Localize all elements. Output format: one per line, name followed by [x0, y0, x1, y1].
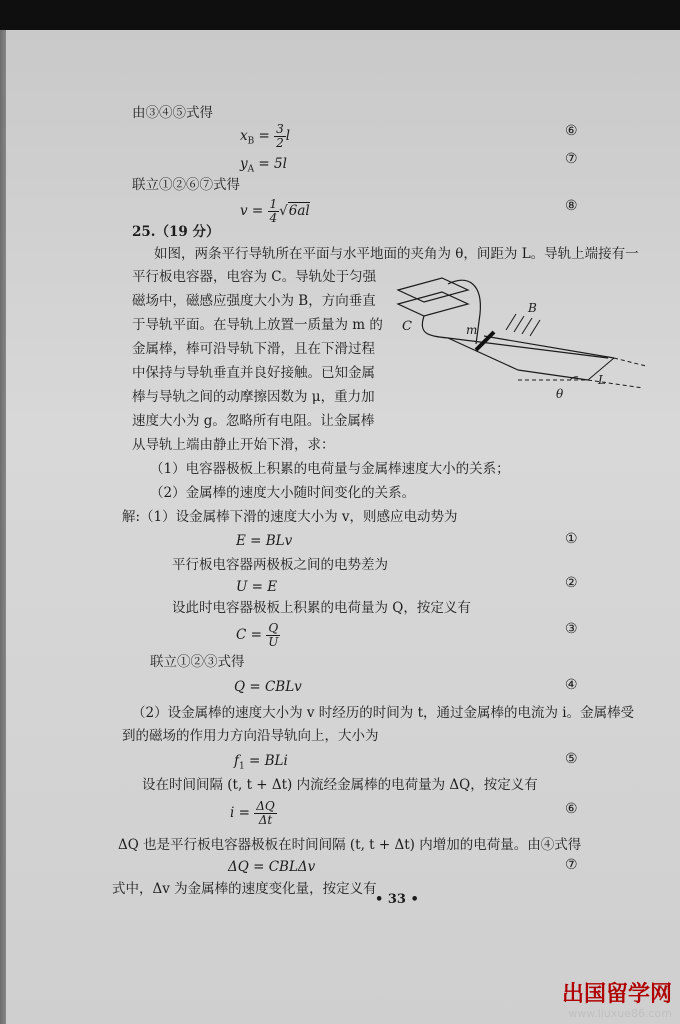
wire-bottom — [422, 316, 448, 338]
solution-line-3: 设此时电容器极板上积累的电荷量为 Q，按定义有 — [172, 600, 471, 616]
solution-line-4: 联立①②③式得 — [150, 654, 245, 670]
question-2: （2）金属棒的速度大小随时间变化的关系。 — [150, 485, 416, 501]
b-arrow-4 — [530, 320, 540, 336]
marker-6b: ⑥ — [565, 801, 578, 817]
page-paper — [6, 30, 680, 1024]
solution-line-6: 设在时间间隔 (t, t + Δt) 内流经金属棒的电荷量为 ΔQ，按定义有 — [142, 777, 538, 793]
label-c: C — [402, 319, 412, 334]
capacitor-plate-top — [398, 278, 468, 302]
equation-c: C = $\frac{Q}{U}$ — [236, 621, 279, 649]
marker-7b: ⑦ — [565, 857, 578, 873]
rail-upper — [448, 338, 608, 358]
watermark-url: www.liuxue86.com — [568, 1007, 672, 1020]
equation-q: Q = CBLv — [234, 679, 302, 695]
marker-8a: ⑧ — [565, 198, 578, 214]
marker-5: ⑤ — [565, 751, 578, 767]
equation-e: E = BLv — [236, 533, 293, 549]
rail-lower-ext — [518, 370, 588, 380]
combine-line-1: 联立①②⑥⑦式得 — [132, 177, 240, 193]
solution-line-8: 式中，Δv 为金属棒的速度变化量，按定义有 — [112, 881, 377, 897]
problem-line-4: 金属棒，棒可沿导轨下滑，且在下滑过程 — [132, 341, 375, 357]
ground-dash-1 — [588, 380, 643, 388]
problem-line-0: 如图，两条平行导轨所在平面与水平地面的夹角为 θ，间距为 L。导轨上端接有一 — [154, 246, 639, 262]
question-1: （1）电容器极板上积累的电荷量与金属棒速度大小的关系； — [150, 461, 510, 477]
marker-3: ③ — [565, 621, 578, 637]
ground-dash-2 — [614, 358, 646, 366]
rail-top-edge — [484, 336, 614, 358]
capacitor-plate-bottom — [398, 292, 468, 316]
problem-line-8: 从导轨上端由静止开始下滑，求： — [132, 437, 335, 453]
b-arrow-3 — [522, 318, 532, 334]
problem-line-5: 中保持与导轨垂直并良好接触。已知金属 — [132, 365, 375, 381]
equation-u: U = E — [236, 579, 278, 595]
solution-line-7: ΔQ 也是平行板电容器极板在时间间隔 (t, t + Δt) 内增加的电荷量。由④式得 — [118, 837, 582, 853]
marker-7a: ⑦ — [565, 151, 578, 167]
metal-rod — [476, 332, 494, 350]
watermark-cn: 出国留学网 — [561, 982, 672, 1007]
equation-xb: $x_B$ = $\frac{3}{2}$ l — [240, 122, 291, 150]
problem-line-6: 棒与导轨之间的动摩擦因数为 μ，重力加 — [132, 389, 375, 405]
label-theta: θ — [556, 387, 564, 401]
header-line: 由③④⑤式得 — [132, 105, 213, 121]
inclined-rail-diagram — [388, 274, 648, 404]
equation-ya: $y_A = 5l$ — [240, 156, 287, 175]
solution-line-5b: 到的磁场的作用力方向沿导轨向上，大小为 — [122, 728, 379, 744]
marker-6a: ⑥ — [565, 123, 578, 139]
label-l: L — [598, 373, 606, 387]
label-m: m — [466, 323, 478, 337]
label-b: B — [528, 301, 537, 315]
b-arrow-1 — [506, 314, 516, 330]
solution-line-1: 解:（1）设金属棒下滑的速度大小为 v，则感应电动势为 — [122, 509, 458, 525]
page-number: • 33 • — [375, 892, 419, 907]
problem-line-7: 速度大小为 g。忽略所有电阻。让金属棒 — [132, 413, 375, 429]
b-arrow-2 — [514, 316, 524, 332]
equation-f: $f_1$ = BLi — [234, 753, 288, 772]
problem-line-3: 于导轨平面。在导轨上放置一质量为 m 的 — [132, 317, 383, 333]
problem-number: 25.（19 分） — [132, 224, 220, 240]
solution-line-2: 平行板电容器两极板之间的电势差为 — [172, 557, 388, 573]
equation-i: i = $\frac{\Delta Q}{\Delta t}$ — [230, 799, 275, 827]
marker-2: ② — [565, 575, 578, 591]
problem-line-2: 磁场中，磁感应强度大小为 B，方向垂直 — [132, 293, 376, 309]
marker-4: ④ — [565, 677, 578, 693]
equation-v: v = $\frac{1}{4}$ √6al — [240, 197, 310, 225]
marker-1: ① — [565, 531, 578, 547]
equation-dq: ΔQ = CBLΔv — [228, 859, 316, 875]
solution-line-5a: （2）设金属棒的速度大小为 v 时经历的时间为 t，通过金属棒的电流为 i。金属棒受 — [132, 705, 635, 721]
site-watermark — [562, 983, 672, 1020]
problem-line-1: 平行板电容器，电容为 C。导轨处于匀强 — [132, 269, 377, 285]
